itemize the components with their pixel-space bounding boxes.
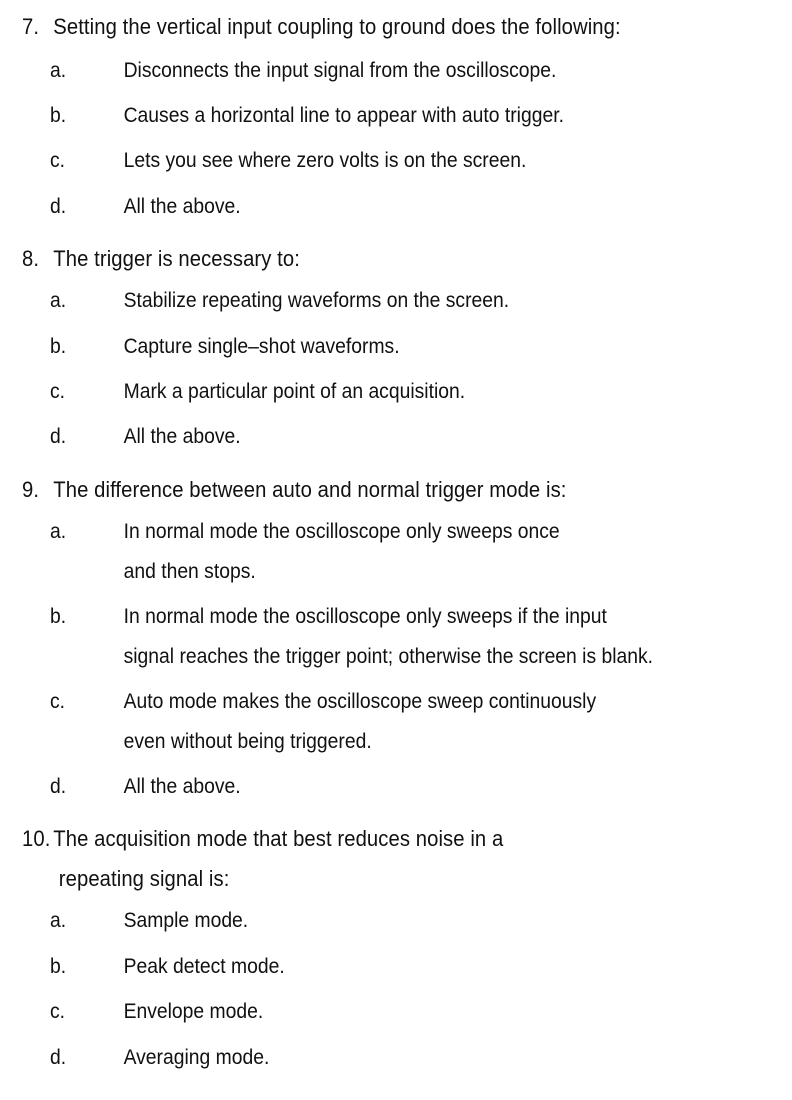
question-text: The acquisition mode that best reduces noise in a (53, 826, 504, 851)
option-letter: c. (50, 1000, 66, 1023)
option-letter: c. (50, 690, 66, 713)
option-text: Envelope mode. (123, 1000, 264, 1023)
option-letter: d. (50, 195, 67, 218)
option-text: Disconnects the input signal from the oscilloscope. (123, 59, 557, 82)
option-letter: b. (50, 104, 67, 127)
option-text: Averaging mode. (123, 1046, 270, 1069)
question-9 (22, 477, 567, 503)
option-text: Sample mode. (123, 909, 249, 932)
option-letter: b. (50, 605, 67, 628)
option-text: All the above. (123, 775, 241, 798)
option-text: In normal mode the oscilloscope only sweeps once (123, 520, 560, 543)
option-letter: c. (50, 149, 66, 172)
option-text: All the above. (123, 425, 241, 448)
option-text: Peak detect mode. (123, 955, 285, 978)
option-text: Stabilize repeating waveforms on the screen. (123, 289, 510, 312)
option-text-continued: even without being triggered. (123, 730, 372, 753)
question-8 (22, 246, 300, 272)
option-letter: b. (50, 955, 67, 978)
option-letter: d. (50, 425, 67, 448)
option-text-continued: signal reaches the trigger point; otherwise the screen is blank. (123, 645, 654, 668)
option-text: Lets you see where zero volts is on the screen. (123, 149, 527, 172)
question-7 (22, 14, 621, 40)
option-letter: d. (50, 775, 67, 798)
option-letter: a. (50, 59, 67, 82)
question-text: The trigger is necessary to: (53, 246, 300, 271)
option-letter: a. (50, 909, 67, 932)
question-number: 8. (22, 246, 40, 271)
question-number: 9. (22, 477, 40, 502)
question-text: Setting the vertical input coupling to ground does the following: (53, 14, 621, 39)
question-10 (22, 826, 504, 891)
option-letter: a. (50, 520, 67, 543)
option-letter: b. (50, 335, 67, 358)
question-number: 7. (22, 14, 40, 39)
option-letter: d. (50, 1046, 67, 1069)
question-number: 10. (22, 826, 51, 851)
option-text-continued: and then stops. (123, 560, 256, 583)
option-letter: a. (50, 289, 67, 312)
option-text: In normal mode the oscilloscope only sweeps if the input (123, 605, 607, 628)
option-text: Auto mode makes the oscilloscope sweep continuously (123, 690, 597, 713)
option-text: All the above. (123, 195, 241, 218)
option-text: Mark a particular point of an acquisition. (123, 380, 466, 403)
option-text: Capture single–shot waveforms. (123, 335, 400, 358)
question-text: The difference between auto and normal trigger mode is: (53, 477, 567, 502)
option-letter: c. (50, 380, 66, 403)
question-text-continued: repeating signal is: (58, 866, 230, 891)
option-text: Causes a horizontal line to appear with auto trigger. (123, 104, 564, 127)
